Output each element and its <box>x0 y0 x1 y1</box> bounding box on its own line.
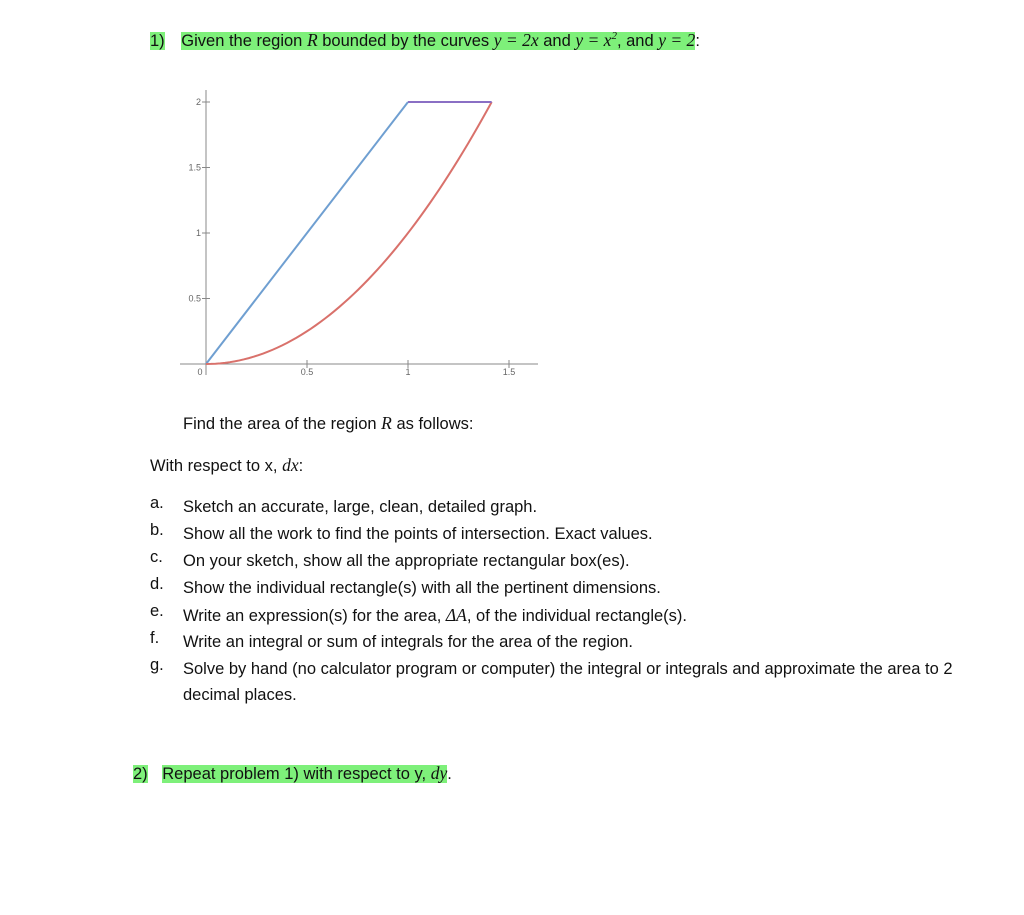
curve-y-x-squared <box>206 102 492 364</box>
item-text: Show the individual rectangle(s) with all the pertinent dimensions. <box>183 579 661 597</box>
line-y-2x <box>206 102 408 364</box>
x-tick-label: 0.5 <box>300 367 314 377</box>
x-tick-label: 1 <box>405 367 411 377</box>
item-text: Sketch an accurate, large, clean, detailed graph. <box>183 498 538 516</box>
problem-2-math: dy <box>430 763 448 783</box>
and-1: and <box>543 32 571 50</box>
item-letter: c. <box>150 548 163 566</box>
item-letter: a. <box>150 494 164 512</box>
y-tick-label: 0.5 <box>188 293 201 304</box>
item-text: On your sketch, show all the appropriate rectangular box(es). <box>183 552 630 570</box>
item-letter: e. <box>150 602 164 620</box>
y-tick-label: 1 <box>195 228 201 238</box>
equation-horizontal: y = 2 <box>658 30 696 50</box>
with-respect-math: dx <box>282 455 299 475</box>
find-area-text: Find the area of the region <box>183 415 377 433</box>
item-text: Show all the work to find the points of intersection. Exact values. <box>183 525 653 543</box>
with-respect-line <box>150 455 303 476</box>
item-text: Solve by hand (no calculator program or computer) the integral or integrals and approximate the area to 2 decimal places. <box>183 660 953 704</box>
x-tick-label: 0 <box>197 367 203 377</box>
item-letter: d. <box>150 575 164 593</box>
y-tick-label: 1.5 <box>188 162 201 173</box>
problem-2-text: Repeat problem 1) with respect to y, <box>162 765 427 783</box>
find-area-line <box>183 413 473 434</box>
y-tick-label: 2 <box>195 97 201 107</box>
problem-2-heading <box>133 763 452 784</box>
item-text: Write an expression(s) for the area, ΔA, of the individual rectangle(s). <box>183 605 687 625</box>
problem-1-text-b: bounded by the curves <box>322 32 490 50</box>
and-2: , and <box>616 32 654 50</box>
item-letter: b. <box>150 521 164 539</box>
problem-1-number: 1) <box>150 32 165 50</box>
find-area-tail: as follows: <box>396 415 474 433</box>
x-tick-label: 1.5 <box>502 367 516 377</box>
equation-line: y = 2x <box>493 30 539 50</box>
find-area-var: R <box>381 413 392 433</box>
colon: : <box>695 32 700 50</box>
delta-a: ΔA <box>445 605 467 625</box>
equation-parabola: $y = x^2$ <box>575 30 617 50</box>
region-graph <box>180 90 540 380</box>
item-letter: f. <box>150 629 160 647</box>
item-text: Write an integral or sum of integrals for the area of the region. <box>183 633 634 651</box>
problem-1-text-a: Given the region <box>181 32 303 50</box>
region-variable: R <box>306 30 318 50</box>
item-letter: g. <box>150 656 164 674</box>
problem-2-number: 2) <box>133 765 148 783</box>
with-respect-tail: : <box>298 457 304 475</box>
problem-1-heading <box>150 30 700 51</box>
problem-2-tail: . <box>447 765 452 783</box>
with-respect-text: With respect to x, <box>150 457 278 475</box>
